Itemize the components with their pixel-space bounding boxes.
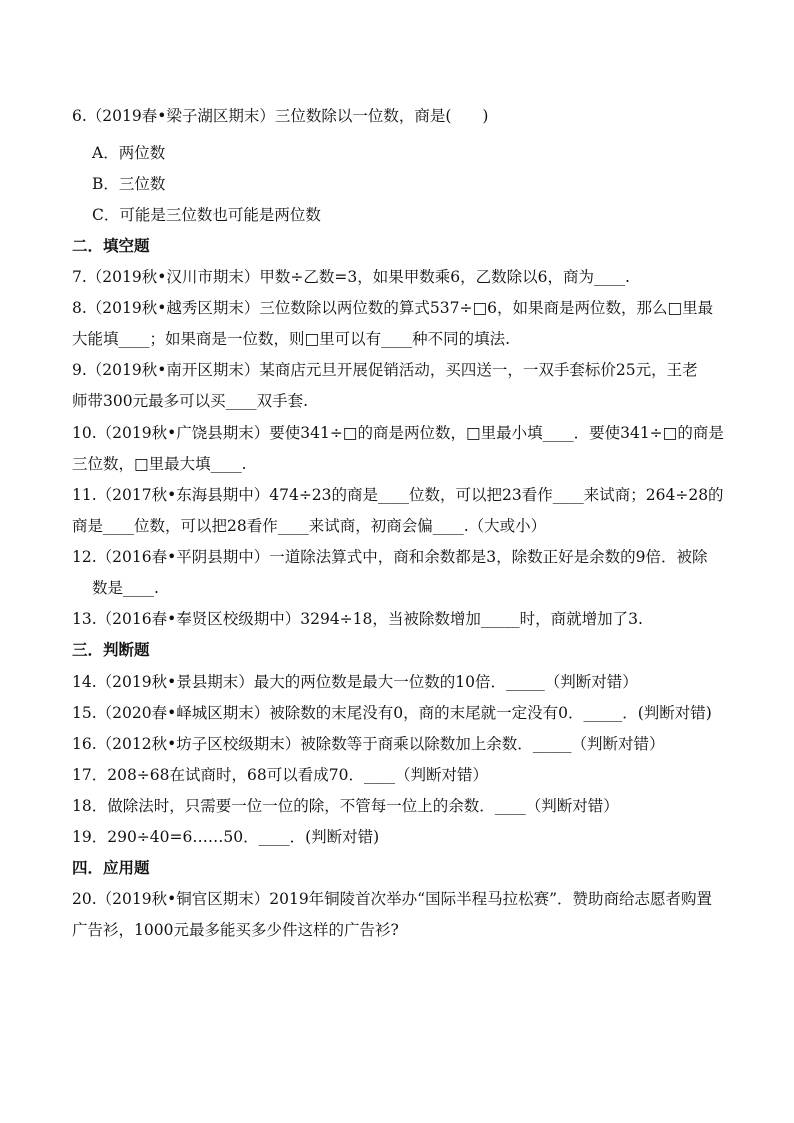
option-a: A．两位数: [92, 144, 166, 162]
question-11-line2: 商是____位数，可以把28看作____来试商，初商会偏____.（大或小）: [72, 517, 547, 535]
question-14: 14.（2019秋•景县期末）最大的两位数是最大一位数的10倍．_____（判断对错）: [72, 673, 638, 691]
question-18: 18．做除法时，只需要一位一位的除，不管每一位上的余数．____（判断对错）: [72, 797, 619, 815]
section-fill-title: 二．填空题: [72, 236, 150, 255]
question-19: 19．290÷40=6……50．____．(判断对错): [72, 828, 380, 846]
option-b: B．三位数: [92, 175, 166, 193]
section-judge-title: 三．判断题: [72, 640, 150, 659]
question-17: 17．208÷68在试商时，68可以看成70．____（判断对错）: [72, 766, 488, 784]
question-16: 16.（2012秋•坊子区校级期末）被除数等于商乘以除数加上余数．_____（判断对错）: [72, 735, 665, 753]
question-6: 6.（2019春•梁子湖区期末）三位数除以一位数，商是( ): [72, 107, 489, 125]
question-20-line2: 广告衫，1000元最多能买多少件这样的广告衫?: [72, 921, 399, 939]
question-10-line1: 10.（2019秋•广饶县期末）要使341÷□的商是两位数，□里最小填____．要使341÷□的商是: [72, 424, 724, 442]
question-13: 13.（2016春•奉贤区校级期中）3294÷18，当被除数增加_____时，商就增加了3.: [72, 610, 643, 628]
question-15: 15.（2020春•峄城区期末）被除数的末尾没有0，商的末尾就一定没有0．_____．(判断对错): [72, 704, 712, 722]
question-12-line2: 数是____.: [92, 579, 159, 597]
question-7: 7.（2019秋•汉川市期末）甲数÷乙数=3，如果甲数乘6，乙数除以6，商为____.: [72, 268, 630, 286]
question-9-line1: 9.（2019秋•南开区期末）某商店元旦开展促销活动，买四送一，一双手套标价25元，王老: [72, 361, 698, 379]
question-20-line1: 20.（2019秋•铜官区期末）2019年铜陵首次举办“国际半程马拉松赛”．赞助商给志愿者购置: [72, 890, 713, 908]
question-8-line1: 8.（2019秋•越秀区期末）三位数除以两位数的算式537÷□6，如果商是两位数，那么□里最: [72, 299, 714, 317]
section-apply-title: 四．应用题: [72, 858, 150, 877]
question-8-line2: 大能填____；如果商是一位数，则□里可以有____种不同的填法.: [72, 330, 511, 348]
question-9-line2: 师带300元最多可以买____双手套.: [72, 392, 309, 410]
question-12-line1: 12.（2016春•平阴县期中）一道除法算式中，商和余数都是3，除数正好是余数的9倍．被除: [72, 548, 708, 566]
question-11-line1: 11.（2017秋•东海县期中）474÷23的商是____位数，可以把23看作____来试商；264÷28的: [72, 486, 724, 504]
question-10-line2: 三位数，□里最大填____.: [72, 455, 247, 473]
option-c: C．可能是三位数也可能是两位数: [92, 206, 321, 224]
